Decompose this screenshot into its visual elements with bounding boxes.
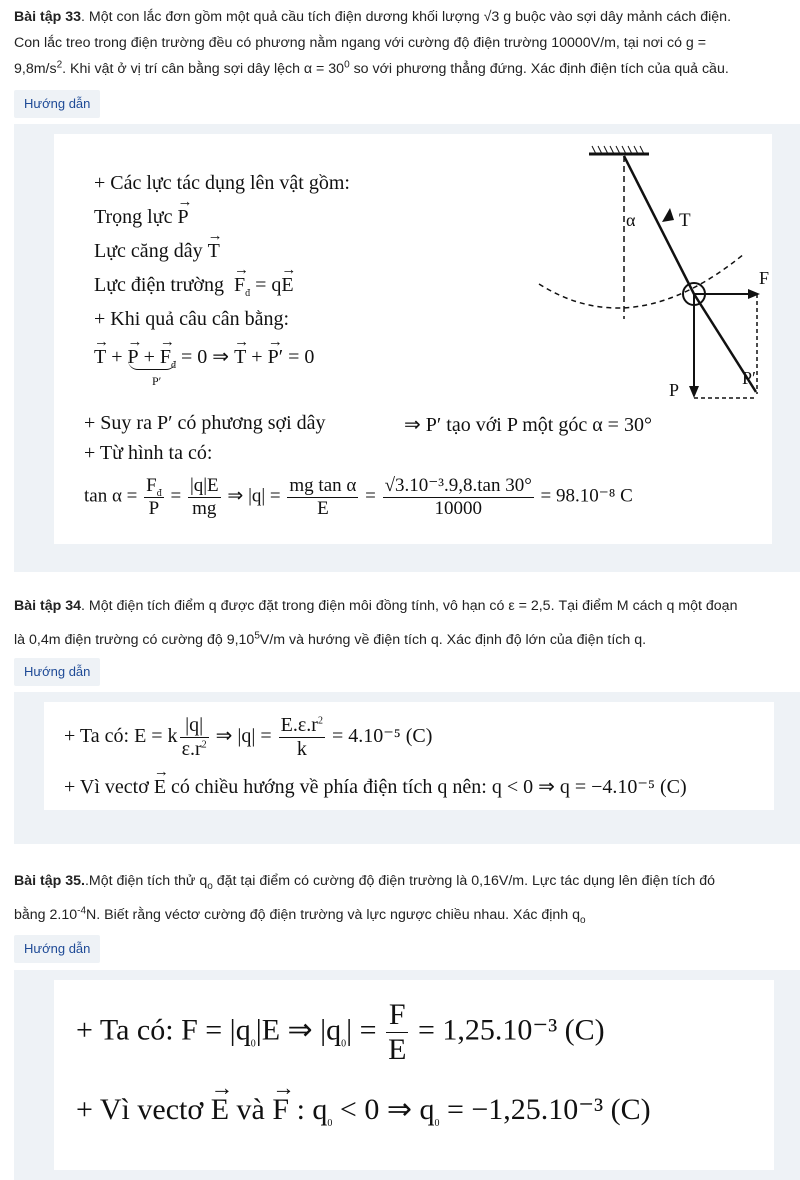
equilibrium-equation: → T + → P + → $F_đ = 0$ ⇒ → T + → P′ = 0: [94, 344, 314, 370]
svg-text:P: P: [669, 380, 680, 400]
guide-button-33[interactable]: Hướng dẫn: [14, 90, 100, 118]
solution-panel-35: [14, 970, 800, 1180]
svg-text:F: F: [759, 268, 770, 288]
problem-34-title: Bài tập 34: [14, 598, 82, 614]
solution-panel-34: [14, 692, 800, 844]
problem-35-title: Bài tập 35.: [14, 873, 85, 889]
pendulum-diagram: [464, 144, 770, 404]
formula-35-1: + Ta có: $F = |q_0|E$ ⇒ $|q_0|$ = $\frac{F}{E}$ = 1,25.10⁻³ (C): [76, 998, 605, 1066]
solution-image-34: [44, 702, 774, 810]
solution-image-35: [54, 980, 774, 1170]
guide-button-35[interactable]: Hướng dẫn: [14, 935, 100, 963]
solution-image-33: + Các lực tác dụng lên vật gồm: Trọng lực → P Lực căng dây → T Lực điện trường → $F_đ = q\to E$ + Khi quả câu cân bằng: → T + → P + → $F_đ = 0$ ⇒ → T + → P′ = 0 P′ + Suy ra P′ có phương sợi dây ⇒ P′ tạo với P một góc α = 30° + Từ hình ta có: tan α = $\frac{F_đ}{P}$ = $\frac{|q|E}{mg}$ ⇒ |q| = $\frac{\text{mg tan α}}{E}$ = $\frac{\text{√3.10⁻³.9,8.tan 30°}}{10000}$ = 98.10⁻⁸ C α T F P P′: [54, 134, 772, 544]
svg-text:T: T: [679, 210, 691, 231]
tan-formula: tan α = $\frac{F_đ}{P}$ = $\frac{|q|E}{mg}$ ⇒ |q| = $\frac{\text{mg tan α}}{E}$ = $\frac{\text{√3.10⁻³.9,8.tan 30°}}{10000}$ = 98.10⁻⁸ C: [84, 474, 633, 519]
svg-text:α: α: [626, 210, 636, 230]
problem-35: Bài tập 35..Một điện tích thử $q_o$ đặt tại điểm có cường độ điện trường là 0,16V/m. Lực tác dụng lên điện tích đó bằng $2.10^{-4}N$. Biết rằng véctơ cường độ điện trường và lực ngược chiều nhau. Xác định $q_o$: [14, 873, 715, 926]
formula-34-1: + Ta có: E = k $\frac{|q|}{\varepsilon.r^2}$ ⇒ |q| = $\frac{E.\varepsilon.r^2}{k}$ = 4.10⁻⁵ (C): [64, 714, 433, 760]
problem-34: Bài tập 34. Một điện tích điểm q được đặt trong điện môi đồng tính, vô hạn có ε = 2,5. Tại điểm M cách q một đoạn là 0,4m điện trường có cường độ 9,10$^5$V/m và hướng về điện tích q. Xác định độ lớn của điện tích q.: [14, 598, 738, 648]
formula-34-2: + Vì vectơ → E có chiều hướng về phía điện tích q nên: q < 0 ⇒ q = −4.10⁻⁵ (C): [64, 774, 687, 799]
svg-text:P′: P′: [742, 368, 756, 388]
formula-35-2: + Vì vectơ → E và → F : $q_0 < 0$ ⇒ $q_0 = -1,25.10^{-3}$ (C): [76, 1092, 651, 1127]
solution-panel-33: [14, 124, 800, 572]
problem-33-title: Bài tập 33: [14, 9, 82, 25]
guide-button-34[interactable]: Hướng dẫn: [14, 658, 100, 686]
problem-33: Bài tập 33. Một con lắc đơn gồm một quả cầu tích điện dương khối lượng √3 g buộc vào sợi dây mảnh cách điện. Con lắc treo trong điện trường đều có phương nằm ngang với cường độ điện trường 10000V/m, tại nơi có g = $9,8m/s^2$. Khi vật ở vị trí cân bằng sợi dây lệch $\alpha = 30^0$ so với phương thẳng đứng. Xác định điện tích của quả cầu.: [14, 9, 732, 77]
